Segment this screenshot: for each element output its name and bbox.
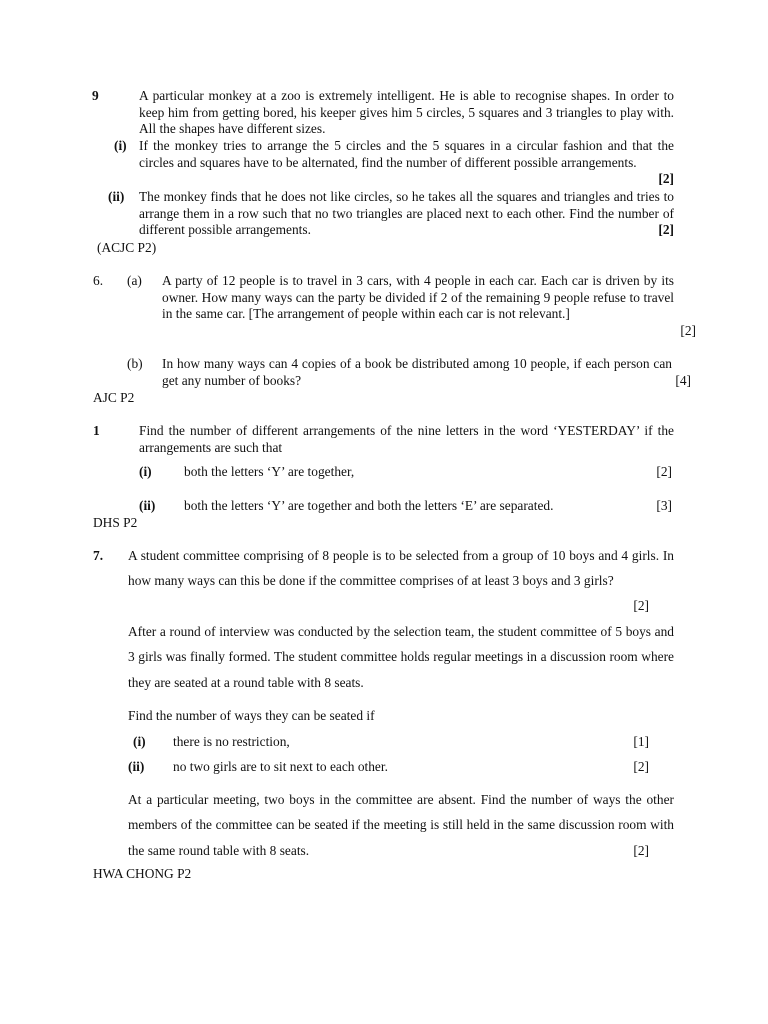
question-1-part-ii-marks: [3] — [656, 498, 672, 513]
question-6-part-a-text: A party of 12 people is to travel in 3 cars, with 4 people in each car. Each car is driven by its owner. How many ways can the party be divided if 2 of the remaining 9 people refuse to travel in the same car. [The arrangement of people within each car is not relevant.] — [162, 273, 674, 322]
question-1-number: 1 — [93, 423, 100, 438]
question-9-part-i-text: If the monkey tries to arrange the 5 circles and the 5 squares in a circular fashion and that the circles and squares have to be alternated, find the number of different possible arrangements. — [139, 138, 674, 170]
question-7-part-ii-text: no two girls are to sit next to each other. — [173, 759, 388, 774]
question-6-part-a-label: (a) — [127, 273, 142, 288]
question-9-part-i-marks: [2] — [658, 171, 674, 186]
question-7-source: HWA CHONG P2 — [93, 866, 192, 881]
question-1-stem: Find the number of different arrangements of the nine letters in the word ‘YESTERDAY’ if the arrangements are such that — [139, 423, 674, 455]
question-9-part-ii-text: The monkey finds that he does not like circles, so he takes all the squares and triangles and tries to arrange them in a row such that no two triangles are placed next to each other. Find the number of different possible arrangements. — [139, 189, 674, 238]
question-6-source: AJC P2 — [93, 390, 135, 405]
question-1-part-i-label: (i) — [139, 464, 152, 479]
question-9-number: 9 — [92, 88, 99, 103]
question-6-part-b-marks: [4] — [675, 373, 691, 388]
question-1-part-i-marks: [2] — [656, 464, 672, 479]
question-6-number: 6. — [93, 273, 104, 288]
question-7-para-3: At a particular meeting, two boys in the committee are absent. Find the number of ways the other members of the committee can be seated if the meeting is still held in the same discussion room with the same round table with 8 seats. — [128, 792, 674, 858]
question-7-part-ii-label: (ii) — [128, 759, 145, 774]
question-7-para-3-marks: [2] — [633, 843, 649, 858]
question-9-part-ii-label: (ii) — [108, 189, 125, 204]
question-1-source: DHS P2 — [93, 515, 138, 530]
question-7-para-2: After a round of interview was conducted by the selection team, the student committee of 5 boys and 3 girls was finally formed. The student committee holds regular meetings in a discussion room where they are seated at a round table with 8 seats. — [128, 624, 674, 690]
question-6-part-a-marks: [2] — [680, 323, 696, 338]
question-6-part-b-text: In how many ways can 4 copies of a book be distributed among 10 people, if each person can get any number of books? — [162, 356, 672, 388]
question-7-number: 7. — [93, 548, 104, 563]
question-7-prompt: Find the number of ways they can be seated if — [128, 708, 375, 723]
question-7-part-i-marks: [1] — [633, 734, 649, 749]
question-7-para-1-marks: [2] — [633, 598, 649, 613]
question-7-part-ii-marks: [2] — [633, 759, 649, 774]
question-9-stem: A particular monkey at a zoo is extremely intelligent. He is able to recognise shapes. In order to keep him from getting bored, his keeper gives him 5 circles, 5 squares and 3 triangles to play with. All the shapes have different sizes. — [139, 88, 674, 137]
question-9-source: (ACJC P2) — [97, 240, 157, 255]
question-9-part-i-label: (i) — [114, 138, 127, 153]
question-6-part-b-label: (b) — [127, 356, 143, 371]
question-7-para-1: A student committee comprising of 8 people is to be selected from a group of 10 boys and 4 girls. In how many ways can this be done if the committee comprises of at least 3 boys and 3 girls? — [128, 548, 674, 589]
question-7-part-i-label: (i) — [133, 734, 146, 749]
question-1-part-ii-text: both the letters ‘Y’ are together and both the letters ‘E’ are separated. — [184, 498, 554, 513]
question-9-part-ii-marks: [2] — [658, 222, 674, 237]
question-1-part-ii-label: (ii) — [139, 498, 156, 513]
question-7-part-i-text: there is no restriction, — [173, 734, 290, 749]
question-1-part-i-text: both the letters ‘Y’ are together, — [184, 464, 355, 479]
